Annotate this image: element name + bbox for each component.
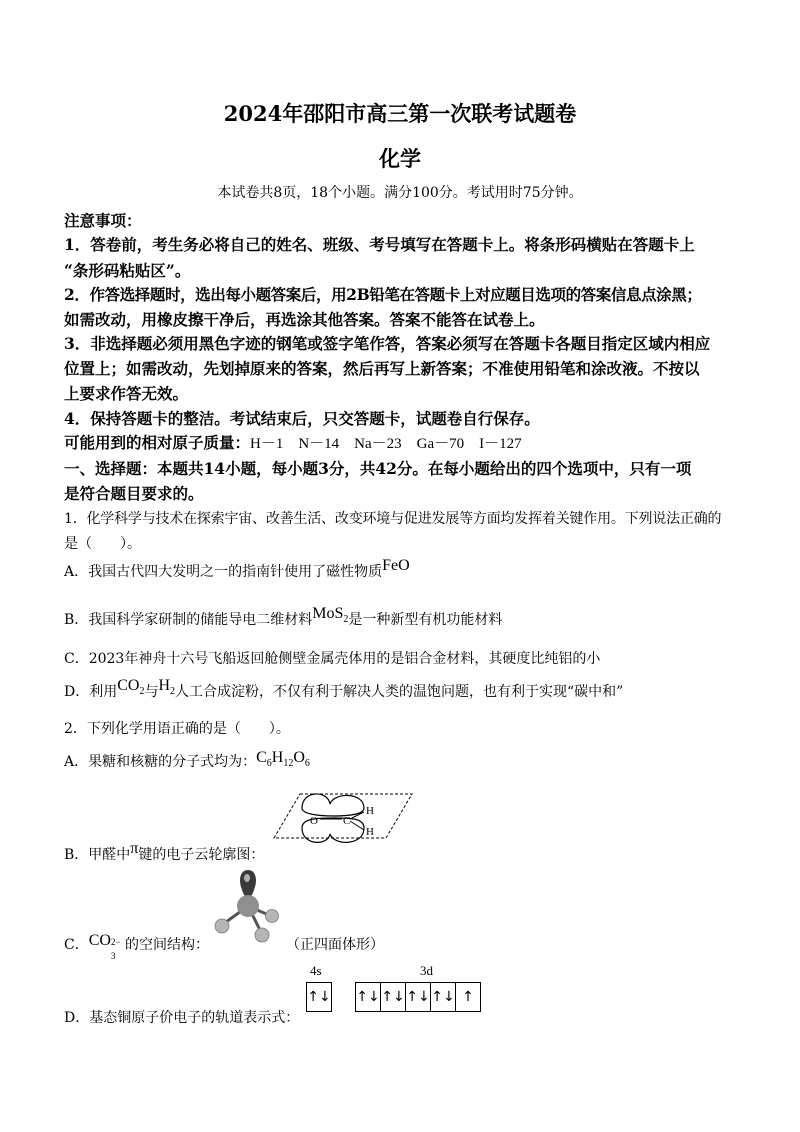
q2-option-a-text: A．果糖和核糖的分子式均为：: [64, 754, 257, 770]
h2-symbol: H: [158, 677, 171, 694]
h2-subscript: 2: [170, 686, 176, 698]
q2-option-c-note: （正四面体形）: [286, 937, 384, 953]
q1-stem-line-1: 1．化学科学与技术在探索宇宙、改善生活、改变环境与促进发展等方面均发挥着关键作用。下列说法正确的: [64, 511, 722, 527]
mos-symbol: MoS: [312, 605, 344, 622]
h2-formula: [158, 677, 176, 698]
orbital-3d-cell: ↑: [462, 989, 474, 1005]
pi-symbol: π: [130, 840, 139, 857]
q2-option-b: [64, 840, 265, 864]
carbon-label: C: [343, 815, 351, 827]
q1-option-b-text-2: 是一种新型有机功能材料: [348, 612, 503, 628]
carbonate-ball-stick-model: [206, 868, 284, 948]
q1-option-b-text: B．我国科学家研制的储能导电二维材料: [64, 612, 313, 628]
q2-option-d: D．基态铜原子价电子的轨道表示式：: [64, 1010, 300, 1026]
and-text: 与: [144, 684, 159, 700]
co2-symbol: CO: [117, 677, 140, 694]
q1-option-a-text: A．我国古代四大发明之一的指南针使用了磁性物质: [64, 564, 383, 580]
q1-stem-line-2: 是（ ）。: [64, 536, 141, 552]
orbital-3d-label: 3d: [420, 963, 433, 978]
hydrogen-symbol: H: [271, 749, 284, 766]
q2-option-b-text-2: 键的电子云轮廓图：: [138, 847, 265, 863]
q1-option-d: [64, 677, 624, 703]
co2-formula: [117, 677, 145, 698]
notice-line-6: 位置上；如需改动，先划掉原来的答案，然后再写上新答案；不准使用铅笔和涂改液。不按以: [64, 359, 700, 378]
q1-option-a-formula: FeO: [382, 557, 410, 574]
carbonate-subscript: 3: [110, 951, 116, 961]
exam-title: 2024年邵阳市高三第一次联考试题卷: [223, 101, 577, 126]
q1-option-d-text-2: 人工合成淀粉，不仅有利于解决人类的温饱问题，也有利于实现“碳中和”: [175, 684, 624, 700]
notice-line-2: “条形码粘贴区”。: [64, 261, 191, 280]
pi-bond-electron-cloud-diagram: [272, 788, 414, 850]
q2-option-c-text-2: 的空间结构：: [124, 937, 209, 953]
notice-line-8: 4．保持答题卡的整洁。考试结束后，只交答题卡，试题卷自行保存。: [64, 409, 540, 428]
q2-option-c: [64, 932, 209, 961]
oxygen-count: 6: [304, 758, 310, 770]
notice-line-1: 1．答卷前，考生务必将自己的姓名、班级、考号填写在答题卡上。将条形码横贴在答题卡上: [64, 235, 695, 254]
q2-option-a: [64, 751, 310, 773]
atomic-masses-values: H－1 N－14 Na－23 Ga－70 I－127: [250, 436, 522, 452]
orbital-4s-cell: ↑↓: [307, 989, 331, 1005]
q1-option-b: [64, 605, 503, 631]
q1-option-c: C．2023年神舟十六号飞船返回舱侧壁金属壳体用的是铝合金材料，其硬度比纯铝的小: [64, 651, 601, 667]
orbital-3d-cell: ↑↓: [356, 983, 381, 1011]
carbonate-symbol: CO: [88, 932, 111, 949]
orbital-4s-box: [306, 982, 332, 1012]
hydrogen-count: 12: [283, 758, 294, 770]
q2-option-b-text: B．甲醛中: [64, 847, 131, 863]
section-heading-line-1: 一、选择题：本题共14小题，每小题3分，共42分。在每小题给出的四个选项中，只有一项: [64, 459, 692, 478]
carbon-count: 6: [266, 758, 272, 770]
carbonate-ion-formula: [88, 932, 125, 961]
orbital-3d-boxes: [355, 982, 481, 1012]
notice-line-5: 3．非选择题必须用黑色字迹的钢笔或签字笔作答，答案必须写在答题卡各题目指定区域内相应: [64, 334, 711, 353]
co2-subscript: 2: [139, 686, 145, 698]
q1-option-d-text: D．利用: [64, 684, 118, 700]
atomic-masses: [64, 431, 522, 453]
atomic-masses-label: 可能用到的相对原子质量：: [64, 433, 251, 452]
q2-stem: 2．下列化学用语正确的是（ ）。: [64, 721, 290, 737]
hydrogen-label-2: H: [366, 826, 374, 838]
carbonate-charge: 2−: [110, 937, 121, 947]
q1-option-b-formula: [312, 605, 349, 626]
orbital-3d-cell: ↑↓: [406, 983, 431, 1011]
orbital-3d-cell: ↑↓: [381, 983, 406, 1011]
orbital-4s-label: 4s: [310, 963, 322, 978]
oxygen-symbol: O: [293, 749, 305, 766]
mos-subscript: 2: [343, 614, 349, 626]
q1-option-a: [64, 557, 410, 581]
notice-line-4: 如需改动，用橡皮擦干净后，再选涂其他答案。答案不能答在试卷上。: [64, 310, 545, 329]
notice-line-7: 上要求作答无效。: [64, 384, 189, 403]
oxygen-label: O: [310, 815, 318, 827]
notice-heading: 注意事项：: [64, 211, 142, 230]
carbon-symbol: C: [256, 749, 267, 766]
subject-title: 化学: [379, 146, 421, 171]
exam-info: 本试卷共8页，18个小题。满分100分。考试用时75分钟。: [217, 185, 583, 201]
c6h12o6-formula: [256, 749, 310, 770]
q2-option-c-text: C．: [64, 937, 89, 953]
orbital-3d-cell: ↑↓: [431, 983, 456, 1011]
notice-line-3: 2．作答选择题时，选出每小题答案后，用2B铅笔在答题卡上对应题目选项的答案信息点涂黑；: [64, 285, 702, 304]
hydrogen-label-1: H: [366, 805, 374, 817]
section-heading-line-2: 是符合题目要求的。: [64, 484, 204, 503]
